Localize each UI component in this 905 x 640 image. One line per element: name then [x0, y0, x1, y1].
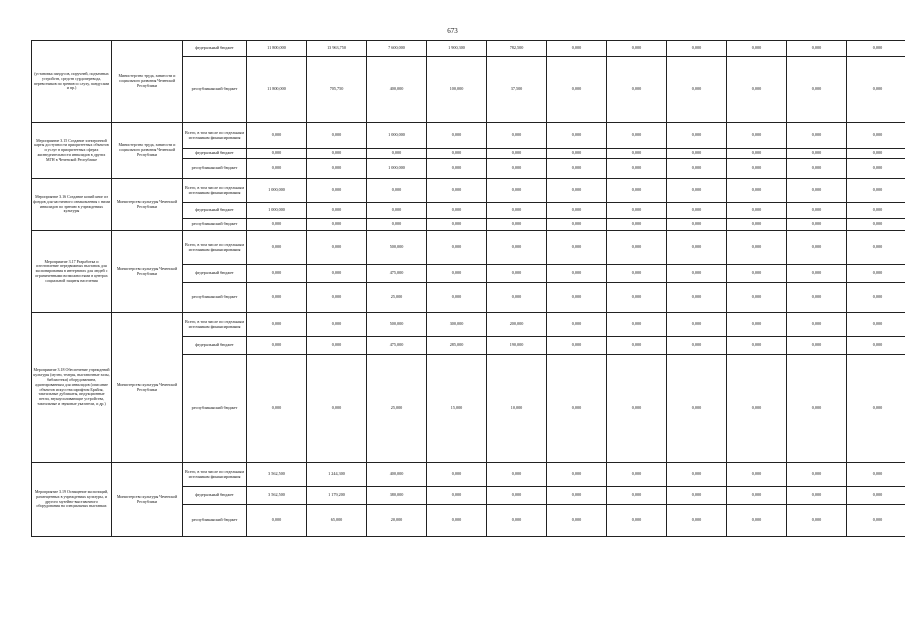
funding-source-cell: федеральный бюджет — [183, 337, 247, 355]
value-cell: 0,000 — [487, 283, 547, 313]
value-cell: 0,000 — [307, 123, 367, 149]
value-cell: 0,000 — [727, 283, 787, 313]
value-cell: 0,000 — [667, 57, 727, 123]
budget-table — [31, 40, 905, 537]
value-cell: 3 562,500 — [247, 463, 307, 487]
event-cell: Мероприятие 3.16 Создание копий книг из фондов для частичного ознакомления с ними инвалидов по зрению в учреждениях культуры — [32, 179, 112, 231]
value-cell: 0,000 — [247, 159, 307, 179]
value-cell: 0,000 — [427, 463, 487, 487]
value-cell: 37,500 — [487, 57, 547, 123]
value-cell: 0,000 — [847, 57, 905, 123]
value-cell: 0,000 — [547, 219, 607, 231]
value-cell: 0,000 — [547, 159, 607, 179]
value-cell: 0,000 — [307, 231, 367, 265]
value-cell: 0,000 — [667, 505, 727, 537]
value-cell: 0,000 — [607, 313, 667, 337]
value-cell: 0,000 — [847, 123, 905, 149]
value-cell: 0,000 — [547, 487, 607, 505]
value-cell: 0,000 — [247, 283, 307, 313]
value-cell: 0,000 — [307, 283, 367, 313]
value-cell: 0,000 — [787, 337, 847, 355]
value-cell: 0,000 — [847, 265, 905, 283]
value-cell: 0,000 — [667, 231, 727, 265]
value-cell: 0,000 — [787, 505, 847, 537]
funding-source-cell: республиканский бюджет — [183, 57, 247, 123]
value-cell: 0,000 — [667, 337, 727, 355]
event-cell: Мероприятие 3.15 Создание электронной карты доступности приоритетных объектов и услуг в приоритетных сферах жизнедеятельности инвалидов в других МГН в Чеченской Республике — [32, 123, 112, 179]
value-cell: 0,000 — [247, 123, 307, 149]
value-cell: 0,000 — [847, 337, 905, 355]
value-cell: 0,000 — [787, 41, 847, 57]
value-cell: 0,000 — [667, 149, 727, 159]
value-cell: 0,000 — [847, 219, 905, 231]
value-cell: 0,000 — [847, 203, 905, 219]
value-cell: 400,000 — [367, 57, 427, 123]
value-cell: 0,000 — [607, 179, 667, 203]
value-cell: 65,000 — [307, 505, 367, 537]
value-cell: 0,000 — [247, 231, 307, 265]
value-cell: 0,000 — [427, 231, 487, 265]
executor-cell: Министерство культуры Чеченской Республики — [112, 463, 183, 537]
funding-source-cell: республиканский бюджет — [183, 219, 247, 231]
value-cell: 0,000 — [727, 179, 787, 203]
value-cell: 0,000 — [247, 219, 307, 231]
value-cell: 0,000 — [547, 265, 607, 283]
value-cell: 0,000 — [727, 123, 787, 149]
value-cell: 10,000 — [487, 355, 547, 463]
value-cell: 0,000 — [727, 57, 787, 123]
value-cell: 0,000 — [667, 159, 727, 179]
value-cell: 0,000 — [487, 203, 547, 219]
value-cell: 0,000 — [847, 231, 905, 265]
value-cell: 0,000 — [787, 313, 847, 337]
value-cell: 0,000 — [667, 203, 727, 219]
value-cell: 0,000 — [787, 203, 847, 219]
value-cell: 0,000 — [547, 313, 607, 337]
value-cell: 0,000 — [547, 283, 607, 313]
value-cell: 1 179,200 — [307, 487, 367, 505]
funding-source-cell: республиканский бюджет — [183, 505, 247, 537]
value-cell: 0,000 — [787, 179, 847, 203]
value-cell: 0,000 — [607, 463, 667, 487]
value-cell: 0,000 — [607, 337, 667, 355]
value-cell: 0,000 — [547, 337, 607, 355]
value-cell: 0,000 — [607, 487, 667, 505]
value-cell: 25,000 — [367, 283, 427, 313]
table-row — [32, 463, 905, 487]
value-cell: 0,000 — [427, 203, 487, 219]
value-cell: 0,000 — [847, 159, 905, 179]
value-cell: 0,000 — [547, 149, 607, 159]
value-cell: 782,500 — [487, 41, 547, 57]
page-number: 673 — [447, 27, 458, 35]
value-cell: 500,000 — [367, 313, 427, 337]
value-cell: 0,000 — [547, 505, 607, 537]
value-cell: 0,000 — [487, 463, 547, 487]
value-cell: 0,000 — [787, 159, 847, 179]
value-cell: 0,000 — [787, 219, 847, 231]
value-cell: 0,000 — [427, 123, 487, 149]
value-cell: 0,000 — [607, 57, 667, 123]
value-cell: 0,000 — [307, 179, 367, 203]
value-cell: 0,000 — [247, 149, 307, 159]
value-cell: 705,750 — [307, 57, 367, 123]
value-cell: 13 963,750 — [307, 41, 367, 57]
value-cell: 0,000 — [487, 265, 547, 283]
value-cell: 0,000 — [607, 159, 667, 179]
value-cell: 0,000 — [307, 159, 367, 179]
value-cell: 0,000 — [787, 231, 847, 265]
value-cell: 0,000 — [727, 463, 787, 487]
value-cell: 0,000 — [727, 337, 787, 355]
value-cell: 200,000 — [487, 313, 547, 337]
value-cell: 0,000 — [667, 41, 727, 57]
value-cell: 0,000 — [367, 203, 427, 219]
value-cell: 0,000 — [667, 179, 727, 203]
value-cell: 0,000 — [547, 57, 607, 123]
value-cell: 0,000 — [607, 123, 667, 149]
value-cell: 1 000,000 — [367, 159, 427, 179]
value-cell: 0,000 — [487, 159, 547, 179]
event-cell: Мероприятие 3.19 Оснащение экспозиций, размещенных в учреждениях культуры, и другого музейно-выставочного оборудования на специальных выставках — [32, 463, 112, 537]
value-cell: 0,000 — [847, 463, 905, 487]
value-cell: 0,000 — [847, 313, 905, 337]
value-cell: 0,000 — [667, 219, 727, 231]
value-cell: 0,000 — [667, 355, 727, 463]
funding-source-cell: Всего, в том числе по отдельным источникам финансирования — [183, 463, 247, 487]
value-cell: 0,000 — [427, 149, 487, 159]
value-cell: 0,000 — [307, 265, 367, 283]
funding-source-cell: федеральный бюджет — [183, 265, 247, 283]
value-cell: 300,000 — [427, 313, 487, 337]
table-row — [32, 231, 905, 265]
value-cell: 0,000 — [607, 283, 667, 313]
value-cell: 0,000 — [307, 337, 367, 355]
table-row — [32, 179, 905, 203]
value-cell: 0,000 — [427, 265, 487, 283]
value-cell: 0,000 — [547, 355, 607, 463]
value-cell: 0,000 — [247, 355, 307, 463]
value-cell: 0,000 — [787, 355, 847, 463]
value-cell: 0,000 — [847, 179, 905, 203]
value-cell: 0,000 — [727, 313, 787, 337]
value-cell: 0,000 — [847, 41, 905, 57]
value-cell: 475,000 — [367, 337, 427, 355]
value-cell: 0,000 — [427, 487, 487, 505]
value-cell: 0,000 — [787, 149, 847, 159]
value-cell: 0,000 — [607, 219, 667, 231]
value-cell: 0,000 — [607, 231, 667, 265]
value-cell: 0,000 — [787, 487, 847, 505]
funding-source-cell: Всего, в том числе по отдельным источникам финансирования — [183, 313, 247, 337]
value-cell: 0,000 — [727, 231, 787, 265]
value-cell: 1 900,300 — [427, 41, 487, 57]
value-cell: 0,000 — [367, 219, 427, 231]
value-cell: 0,000 — [427, 159, 487, 179]
value-cell: 190,000 — [487, 337, 547, 355]
value-cell: 0,000 — [367, 149, 427, 159]
value-cell: 0,000 — [667, 313, 727, 337]
value-cell: 400,000 — [367, 463, 427, 487]
value-cell: 0,000 — [307, 355, 367, 463]
funding-source-cell: федеральный бюджет — [183, 41, 247, 57]
value-cell: 0,000 — [847, 505, 905, 537]
value-cell: 0,000 — [487, 179, 547, 203]
value-cell: 0,000 — [727, 41, 787, 57]
value-cell: 0,000 — [787, 123, 847, 149]
value-cell: 0,000 — [607, 149, 667, 159]
value-cell: 0,000 — [727, 355, 787, 463]
value-cell: 0,000 — [487, 505, 547, 537]
value-cell: 0,000 — [487, 149, 547, 159]
value-cell: 0,000 — [727, 159, 787, 179]
value-cell: 500,000 — [367, 231, 427, 265]
value-cell: 1 244,300 — [307, 463, 367, 487]
value-cell: 0,000 — [247, 313, 307, 337]
funding-source-cell: республиканский бюджет — [183, 159, 247, 179]
value-cell: 0,000 — [247, 265, 307, 283]
value-cell: 11 800,000 — [247, 41, 307, 57]
value-cell: 0,000 — [487, 487, 547, 505]
funding-source-cell: федеральный бюджет — [183, 203, 247, 219]
value-cell: 0,000 — [247, 505, 307, 537]
value-cell: 0,000 — [427, 219, 487, 231]
event-cell: Мероприятие 3.17 Разработка и изготовление передвижных выставок для экспонирования в интернатах для людей с ограниченными возможностями в центрах социальной защиты населения — [32, 231, 112, 313]
value-cell: 0,000 — [547, 463, 607, 487]
value-cell: 0,000 — [607, 265, 667, 283]
value-cell: 0,000 — [787, 57, 847, 123]
funding-source-cell: Всего, в том числе по отдельным источникам финансирования — [183, 179, 247, 203]
value-cell: 25,000 — [367, 355, 427, 463]
funding-source-cell: республиканский бюджет — [183, 283, 247, 313]
value-cell: 0,000 — [547, 179, 607, 203]
value-cell: 0,000 — [487, 231, 547, 265]
funding-source-cell: республиканский бюджет — [183, 355, 247, 463]
value-cell: 0,000 — [787, 265, 847, 283]
value-cell: 0,000 — [547, 123, 607, 149]
funding-source-cell: Всего, в том числе по отдельным источникам финансирования — [183, 231, 247, 265]
value-cell: 0,000 — [847, 283, 905, 313]
value-cell: 475,000 — [367, 265, 427, 283]
value-cell: 0,000 — [667, 123, 727, 149]
value-cell: 0,000 — [487, 219, 547, 231]
value-cell: 0,000 — [427, 283, 487, 313]
value-cell: 0,000 — [847, 487, 905, 505]
value-cell: 0,000 — [307, 313, 367, 337]
value-cell: 0,000 — [487, 123, 547, 149]
value-cell: 0,000 — [667, 265, 727, 283]
value-cell: 0,000 — [727, 149, 787, 159]
value-cell: 1 000,000 — [247, 203, 307, 219]
value-cell: 0,000 — [547, 231, 607, 265]
table-row — [32, 41, 905, 57]
table-row — [32, 123, 905, 149]
value-cell: 100,000 — [427, 57, 487, 123]
value-cell: 0,000 — [787, 283, 847, 313]
value-cell: 285,000 — [427, 337, 487, 355]
value-cell: 0,000 — [427, 179, 487, 203]
value-cell: 11 800,000 — [247, 57, 307, 123]
value-cell: 0,000 — [667, 487, 727, 505]
value-cell: 0,000 — [727, 265, 787, 283]
value-cell: 0,000 — [307, 203, 367, 219]
value-cell: 7 600,000 — [367, 41, 427, 57]
value-cell: 0,000 — [367, 179, 427, 203]
executor-cell: Министерство культуры Чеченской Республики — [112, 231, 183, 313]
value-cell: 0,000 — [727, 203, 787, 219]
value-cell: 0,000 — [607, 203, 667, 219]
value-cell: 0,000 — [547, 203, 607, 219]
funding-source-cell: Всего, в том числе по отдельным источникам финансирования — [183, 123, 247, 149]
value-cell: 0,000 — [727, 487, 787, 505]
funding-source-cell: федеральный бюджет — [183, 487, 247, 505]
value-cell: 1 000,000 — [367, 123, 427, 149]
table-row — [32, 313, 905, 337]
executor-cell: Министерство культуры Чеченской Республики — [112, 179, 183, 231]
executor-cell: Министерство культуры Чеченской Республики — [112, 313, 183, 463]
event-cell: (установка пандусов, поручней, подъемных устройств, средств сурдоперевода, перевозчиков по зрению и слуху, пандусами и пр.) — [32, 41, 112, 123]
value-cell: 0,000 — [307, 149, 367, 159]
value-cell: 0,000 — [607, 355, 667, 463]
executor-cell: Министерство труда, занятости и социального развития Чеченской Республики — [112, 41, 183, 123]
value-cell: 0,000 — [727, 505, 787, 537]
value-cell: 0,000 — [727, 219, 787, 231]
value-cell: 1 000,000 — [247, 179, 307, 203]
value-cell: 0,000 — [847, 355, 905, 463]
value-cell: 15,000 — [427, 355, 487, 463]
value-cell: 0,000 — [667, 463, 727, 487]
funding-source-cell: федеральный бюджет — [183, 149, 247, 159]
value-cell: 0,000 — [667, 283, 727, 313]
value-cell: 20,000 — [367, 505, 427, 537]
value-cell: 0,000 — [307, 219, 367, 231]
value-cell: 0,000 — [247, 337, 307, 355]
value-cell: 0,000 — [547, 41, 607, 57]
value-cell: 380,000 — [367, 487, 427, 505]
value-cell: 0,000 — [847, 149, 905, 159]
value-cell: 0,000 — [787, 463, 847, 487]
event-cell: Мероприятие 3.18 Обеспечение учреждений культуры (музеи, театры, выставочные залы, библиотеки) оборудованием, адаптированным для инвалидов (описание объектов искусства шрифтом Брайля, тактильные дубликаты, индукционные петли, звукоусиливающие устройства, тактильные и звуковые указатели, и др.) — [32, 313, 112, 463]
value-cell: 0,000 — [427, 505, 487, 537]
value-cell: 0,000 — [607, 505, 667, 537]
value-cell: 3 562,500 — [247, 487, 307, 505]
executor-cell: Министерство труда, занятости и социального развития Чеченской Республики — [112, 123, 183, 179]
value-cell: 0,000 — [607, 41, 667, 57]
